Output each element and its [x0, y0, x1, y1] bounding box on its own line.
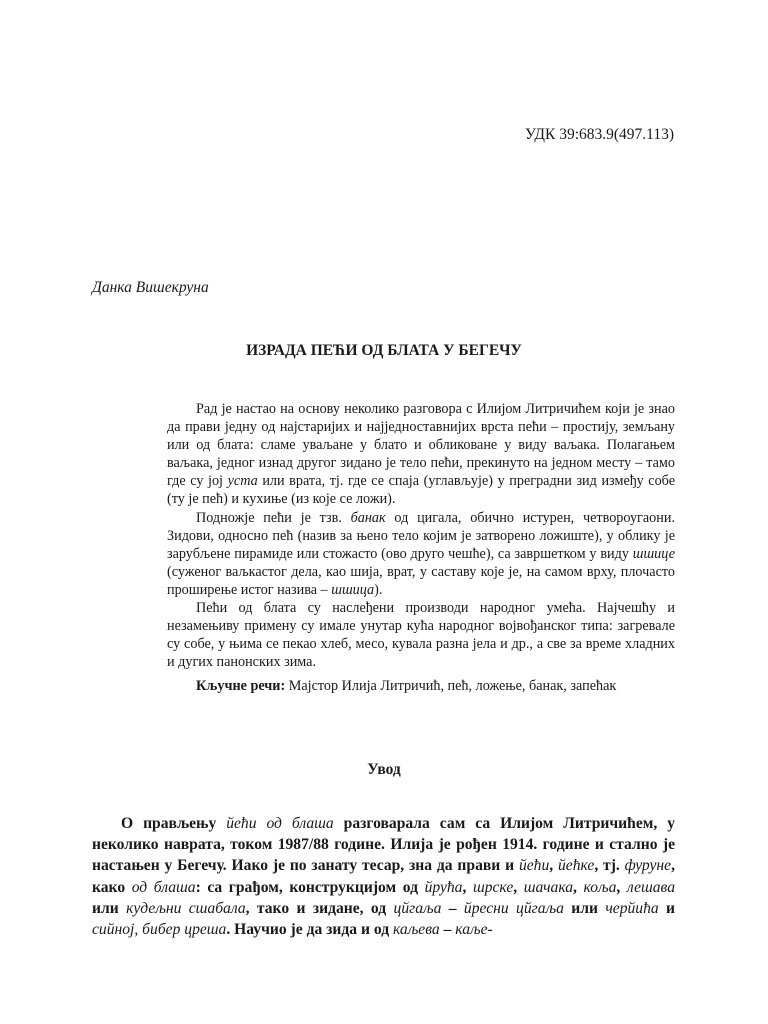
body-term: йећке [557, 857, 595, 875]
body-term: шрске [472, 878, 514, 896]
body-text-run: , [462, 878, 473, 896]
body-term: цйгаља [393, 899, 442, 917]
body-term: йрућа [424, 878, 463, 896]
body-text-run: . Научио је да зида и од [226, 921, 394, 939]
author-name: Данка Вишекруна [92, 279, 209, 296]
abstract-text: или врата, тј. где се спаја (углављује) у преградни зид између собе (ту је пећ) и кухиње (из које се ложи). [167, 473, 676, 508]
keywords-list: Мајстор Илија Литричић, пећ, ложење, банак, запећак [285, 678, 617, 695]
article-title: ИЗРАДА ПЕЋИ ОД БЛАТА У БЕГЕЧУ [246, 342, 522, 359]
abstract-text: од цигала, обично истурен, четвороугаони. Зидови, односно пећ (назив за њено тело којим је затворено ложиште), у облику је зарубљене пирамиде или стожасто (ово друго чешће), са завршетком у виду [167, 509, 675, 562]
body-text [92, 813, 675, 940]
abstract-term: шшица [331, 581, 375, 598]
udk-code: УДК 39:683.9(497.113) [525, 126, 674, 143]
body-text-run: – [441, 899, 464, 917]
body-term: кудељни сшабала [126, 899, 246, 917]
abstract-paragraph-1 [167, 400, 675, 509]
body-text-run: и [658, 899, 676, 917]
body-text-run: , [573, 878, 584, 896]
body-text-run: или [563, 899, 606, 917]
body-term: од блаша [131, 878, 196, 896]
body-term: йећи од блаша [226, 815, 334, 832]
body-term: коља [583, 878, 617, 896]
body-text-run: – [439, 921, 456, 939]
body-text-run: О прављењу [121, 815, 227, 832]
body-term: каље- [455, 921, 493, 939]
body-text-run: : са грађом, конструкцијом од [195, 878, 425, 896]
body-term: йресни цйгаља [463, 899, 564, 917]
abstract-text: Рад је настао на основу неколико разговора с Илијом Литричићем који је знао да прави једну од најстаријих и најједноставнијих врста пећи – простију, земљану или од блата: сламе уваљане у блато и обликоване у виду ваљака. Полагањем ваљака, једног изнад другог зидано је тело пећи, прекинуто на једном месту – тамо где су јој [167, 401, 675, 490]
body-text-run: , тј. [594, 857, 625, 875]
abstract-term: уста [227, 473, 258, 490]
body-text-run: , како [92, 857, 675, 896]
abstract-term: банак [350, 509, 386, 526]
body-text-run: , тако и зидане, од [245, 899, 394, 917]
keywords [167, 677, 675, 695]
abstract-term: шшице [632, 545, 675, 562]
abstract-text: (суженог ваљкастог дела, као шија, врат, у саставу које је, на самом врху, плочасто проширење истог назива – [167, 563, 675, 598]
keywords-label: Кључне речи: [196, 678, 286, 695]
section-heading: Увод [367, 761, 401, 778]
abstract-paragraph-3: Пећи од блата су наслеђени производи народног умећа. Најчешћу и незамењиву примену су имале унутар кућа народног војвођанског типа: загревале су собе, у њима се пекао хлеб, месо, кувала разна јела и др., а све за време хладних и дугих панонских зима. [167, 600, 675, 671]
abstract-text: ). [374, 581, 383, 598]
body-term: йећи [518, 857, 550, 875]
body-paragraph-1 [92, 813, 675, 940]
abstract-text: Подножје пећи је тзв. [196, 509, 351, 526]
body-term: черйића [605, 899, 659, 917]
body-term: сийној, бибер цреша [92, 921, 227, 939]
body-text-run: разговарала сам са Илијом Литричићем, у неколико наврата, током 1987/88 године. Илија је рођен 1914. године и стално је настањен у Бегечу. Иако је по занату тесар, зна да прави и [92, 815, 675, 875]
body-text-run: , [513, 878, 524, 896]
body-term: лешава [626, 878, 676, 896]
body-text-run: , [616, 878, 627, 896]
body-term: фуруне [624, 857, 672, 875]
body-text-run: или [92, 899, 127, 917]
body-text-run: , [549, 857, 558, 875]
body-term: шачака [523, 878, 574, 896]
abstract [167, 400, 675, 696]
body-term: каљева [393, 921, 440, 939]
abstract-paragraph-2 [167, 509, 675, 599]
